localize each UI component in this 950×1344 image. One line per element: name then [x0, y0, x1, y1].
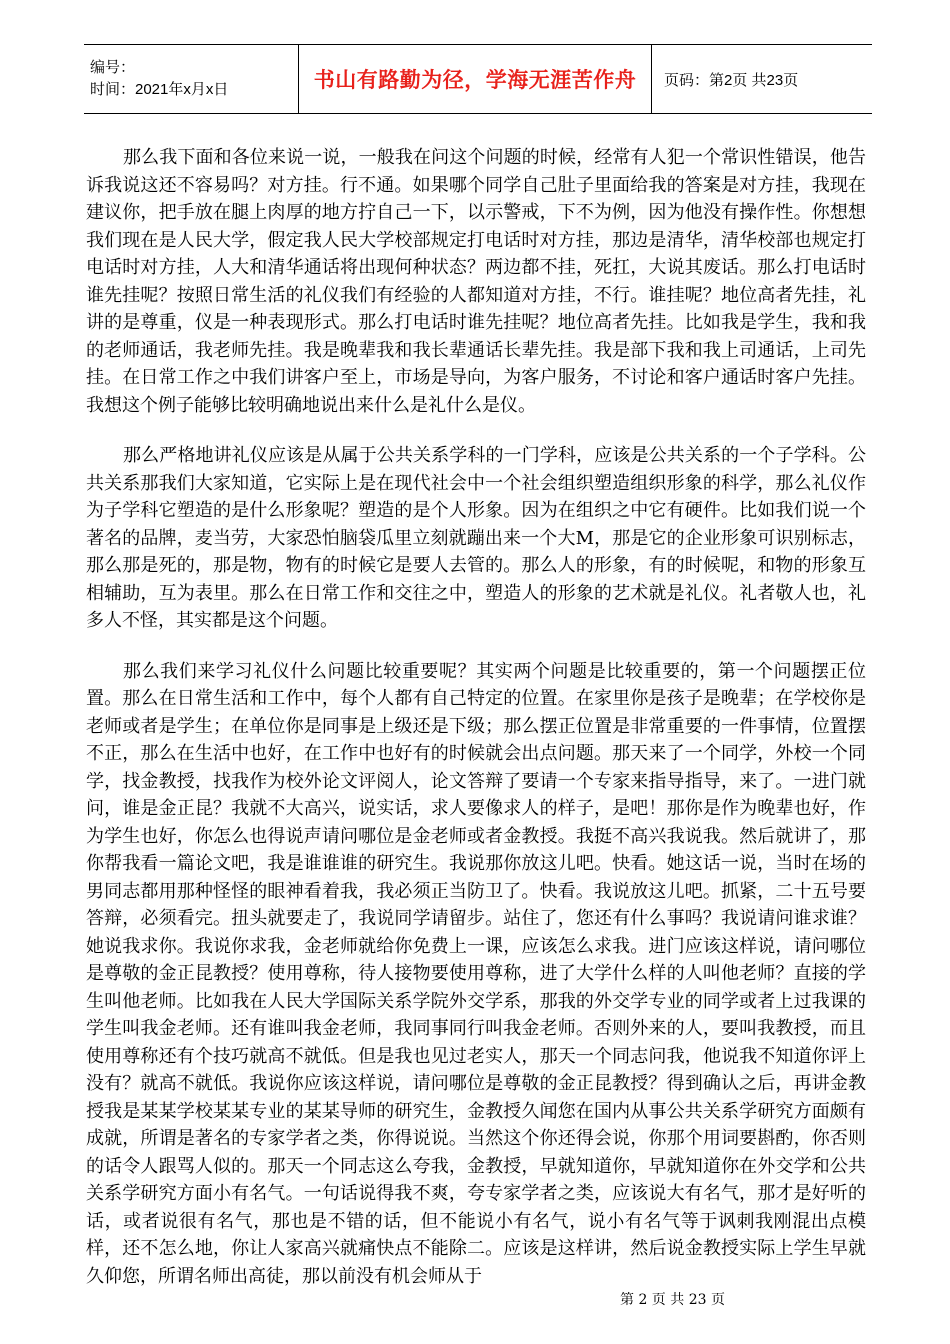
- document-body: [86, 144, 866, 1313]
- page-footer: 第 2 页 共 23 页: [620, 1292, 725, 1308]
- paragraph: 那么我下面和各位来说一说，一般我在问这个问题的时候，经常有人犯一个常识性错误，他告诉我说这还不容易吗？对方挂。行不通。如果哪个同学自己肚子里面给我的答案是对方挂，我现在建议你，把手放在腿上肉厚的地方拧自己一下，以示警戒，下不为例，因为他没有操作性。你想想我们现在是人民大学，假定我人民大学校部规定打电话时对方挂，那边是清华，清华校部也规定打电话时对方挂，人大和清华通话将出现何种状态？两边都不挂，死扛，大说其废话。那么打电话时谁先挂呢？按照日常生活的礼仪我们有经验的人都知道对方挂，不行。谁挂呢？地位高者先挂，礼讲的是尊重，仪是一种表现形式。那么打电话时谁先挂呢？地位高者先挂。比如我是学生，我和我的老师通话，我老师先挂。我是晚辈我和我长辈通话长辈先挂。我是部下我和我上司通话，上司先挂。在日常工作之中我们讲客户至上，市场是导向，为客户服务，不讨论和客户通话时客户先挂。我想这个例子能够比较明确地说出来什么是礼什么是仪。: [86, 147, 866, 416]
- page-header: [84, 44, 872, 114]
- header-motto-cell: [298, 45, 652, 113]
- header-meta: [84, 45, 298, 113]
- paragraph: 那么我们来学习礼仪什么问题比较重要呢？其实两个问题是比较重要的，第一个问题摆正位置。那么在日常生活和工作中，每个人都有自己特定的位置。在家里你是孩子是晚辈；在学校你是老师或者是学生；在单位你是同事是上级还是下级；那么摆正位置是非常重要的一件事情，位置摆不正，那么在生活中也好，在工作中也好有的时候就会出点问题。那天来了一个同学，外校一个同学，找金教授，找我作为校外论文评阅人，论文答辩了要请一个专家来指导指导，来了。一进门就问，谁是金正昆？我就不大高兴，说实话，求人要像求人的样子，是吧！那你是作为晚辈也好，作为学生也好，你怎么也得说声请问哪位是金老师或者金教授。我挺不高兴我说我。然后就讲了，那你帮我看一篇论文吧，我是谁谁谁的研究生。我说那你放这儿吧。快看。她这话一说，当时在场的男同志都用那种怪怪的眼神看着我，我必须正当防卫了。快看。我说放这儿吧。抓紧，二十五号要答辩，必须看完。扭头就要走了，我说同学请留步。站住了，您还有什么事吗？我说请问谁求谁？她说我求你。我说你求我，金老师就给你免费上一课，应该怎么求我。进门应该这样说，请问哪位是尊敬的金正昆教授？使用尊称，待人接物要使用尊称，进了大学什么样的人叫他老师？直接的学生叫他老师。比如我在人民大学国际关系学院外交学系，那我的外交学专业的同学或者上过我课的学生叫我金老师。还有谁叫我金老师，我同事同行叫我金老师。否则外来的人，要叫我教授，而且使用尊称还有个技巧就高不就低。但是我也见过老实人，那天一个同志问我，他说我不知道你评上没有？就高不就低。我说你应该这样说，请问哪位是尊敬的金正昆教授？得到确认之后，再讲金教授我是某某学校某某专业的某某导师的研究生，金教授久闻您在国内从事公共关系学研究方面颇有成就，所谓是著名的专家学者之类，你得说说。当然这个你还得会说，你那个用词要斟酌，你否则的话令人跟骂人似的。那天一个同志这么夸我，金教授，早就知道你，早就知道你在外交学和公共关系学研究方面小有名气。一句话说得我不爽，夸专家学者之类，应该说大有名气，那才是好听的话，或者说很有名气，那也是不错的话，但不能说小有名气，说小有名气等于讽刺我刚混出点模样，还不怎么地，你让人家高兴就痛快点不能除二。应该是这样讲，然后说金教授实际上学生早就久仰您，所谓名师出高徒，那以前没有机会师从于: [86, 660, 866, 1287]
- document-number-label: 编号：: [90, 59, 136, 76]
- header-motto: 书山有路勤为径，学海无涯苦作舟: [313, 68, 637, 92]
- document-time-label: 时间：2021年x月x日: [90, 81, 229, 98]
- paragraph: 那么严格地讲礼仪应该是从属于公共关系学科的一门学科，应该是公共关系的一个子学科。公共关系那我们大家知道，它实际上是在现代社会中一个社会组织塑造组织形象的科学，那么礼仪作为子学科它塑造的是什么形象呢？塑造的是个人形象。因为在组织之中它有硬件。比如我们说一个著名的品牌，麦当劳，大家恐怕脑袋瓜里立刻就蹦出来一个大M，那是它的企业形象可识别标志，那么那是死的，那是物，物有的时候它是要人去管的。那么人的形象，有的时候呢，和物的形象互相辅助，互为表里。那么在日常工作和交往之中，塑造人的形象的艺术就是礼仪。礼者敬人也，礼多人不怪，其实都是这个问题。: [86, 445, 866, 631]
- header-page-info: 页码：第2页 共23页: [664, 71, 799, 89]
